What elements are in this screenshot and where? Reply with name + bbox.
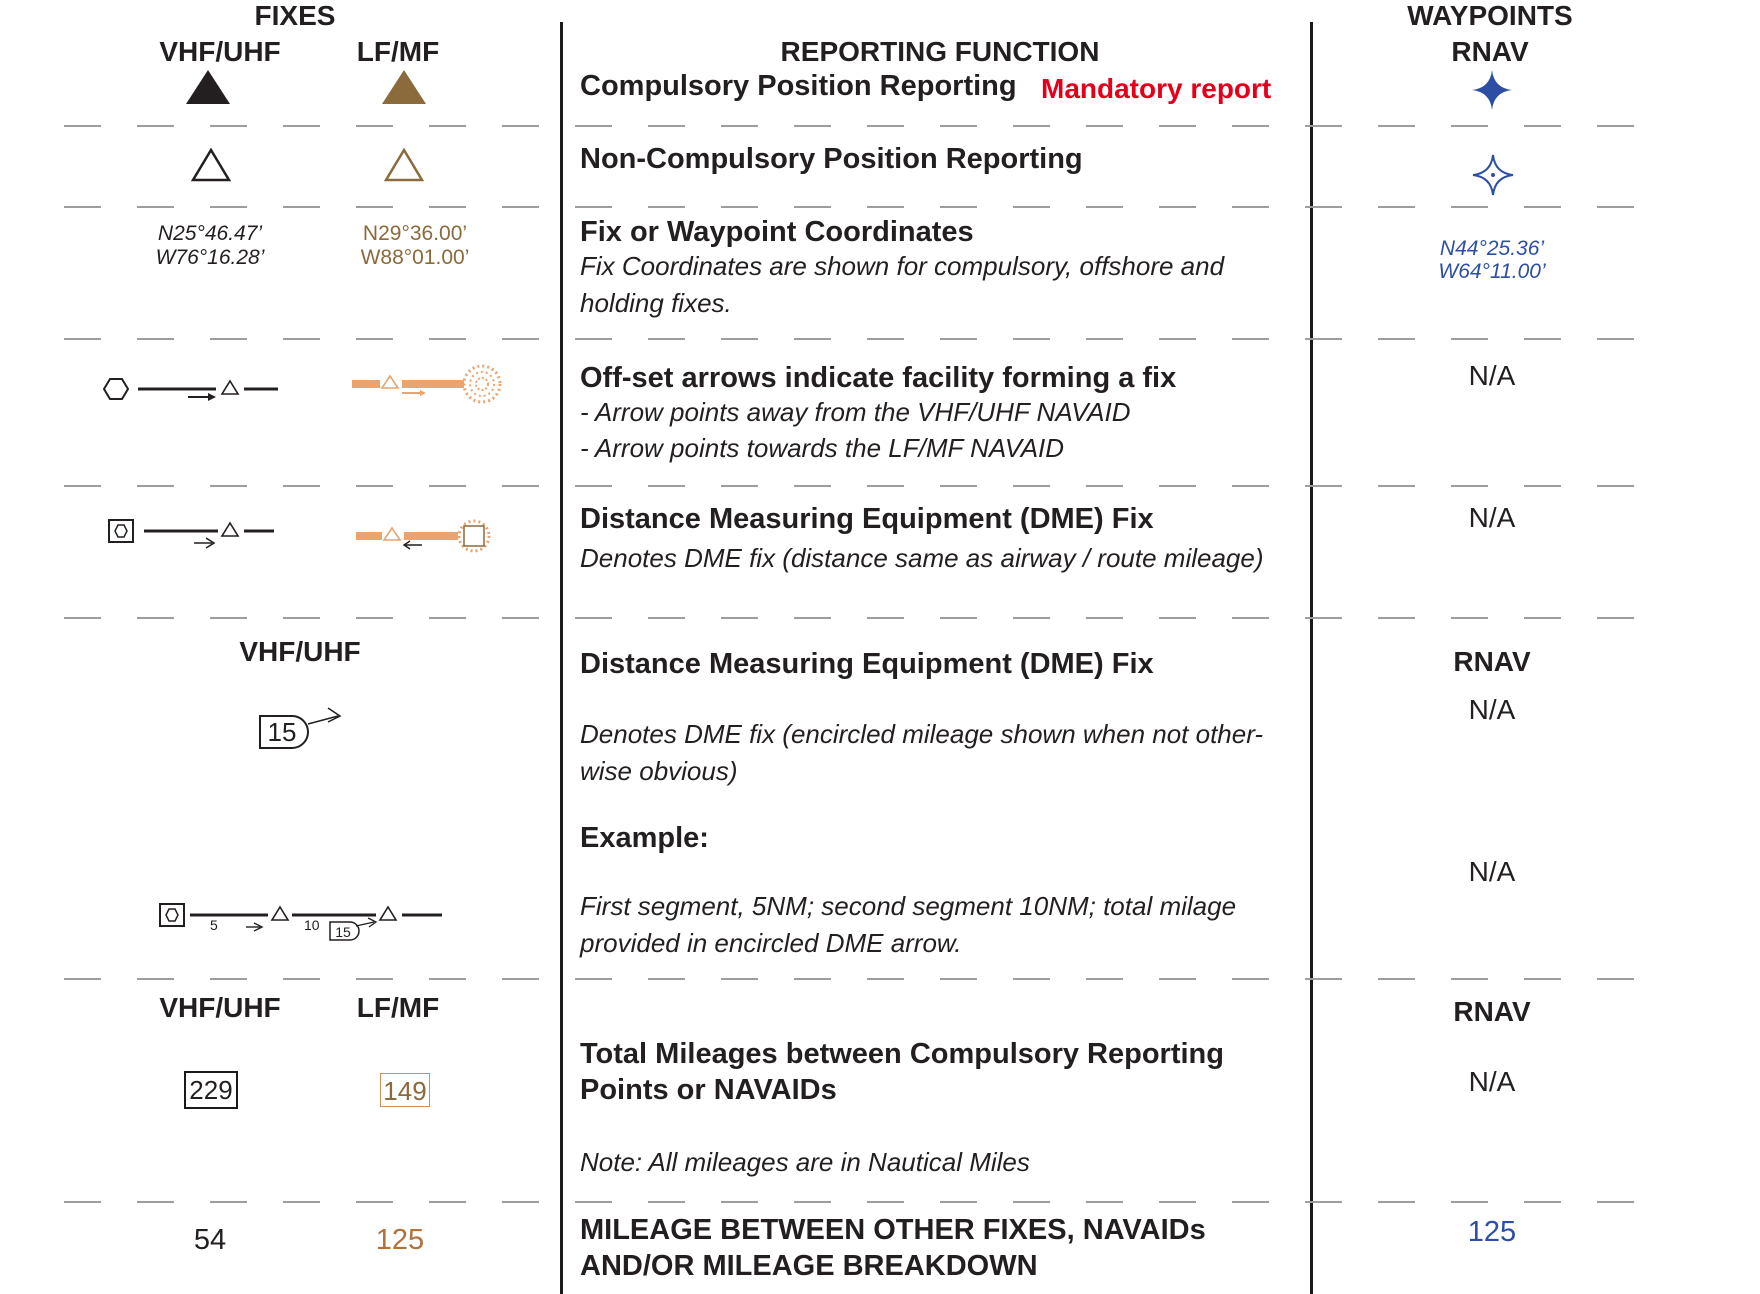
- dme-rnav-header: RNAV: [1453, 646, 1531, 677]
- total-vhf-uhf-header: VHF/UHF: [159, 992, 281, 1023]
- total-mileage-note: Note: All mileages are in Nautical Miles: [580, 1147, 1030, 1177]
- coordinates-description: Fix Coordinates are shown for compulsory, offshore and holding fixes.: [580, 251, 1225, 318]
- column-divider-right: [1310, 22, 1313, 1294]
- offset-line-2: - Arrow points towards the LF/MF NAVAID: [580, 433, 1065, 463]
- vhf-total-mileage-box: 229: [184, 1071, 238, 1109]
- example-label: Example:: [580, 822, 709, 854]
- row-separator: [64, 1201, 1634, 1203]
- vhf-longitude: W76°16.28’: [155, 246, 265, 269]
- total-rnav-na: N/A: [1468, 1066, 1516, 1097]
- example-segment-total: 15: [335, 924, 351, 940]
- waypoints-header: WAYPOINTS: [1407, 0, 1573, 31]
- vhf-dme-fix-symbol: [106, 514, 276, 554]
- dme-encircled-title: Distance Measuring Equipment (DME) Fix: [580, 648, 1154, 680]
- vhf-uhf-header: VHF/UHF: [159, 36, 281, 67]
- total-rnav-header: RNAV: [1453, 996, 1531, 1027]
- four-point-star-icon: [1472, 70, 1512, 110]
- coordinates-title: Fix or Waypoint Coordinates: [580, 216, 974, 248]
- rnav-longitude: W64°11.00’: [1438, 260, 1546, 283]
- lfmf-latitude: N29°36.00’: [362, 222, 468, 245]
- vhf-offset-arrow-symbol: [100, 372, 280, 406]
- row-separator: [64, 617, 1634, 619]
- offset-rnav-na: N/A: [1468, 360, 1516, 391]
- dme-arrow-number: 15: [267, 717, 297, 747]
- rnav-other-mileage: 125: [1467, 1216, 1517, 1248]
- open-triangle-icon: [384, 148, 424, 182]
- lfmf-offset-arrow-symbol: [352, 364, 502, 406]
- offset-line-1: - Arrow points away from the VHF/UHF NAVAID: [580, 397, 1131, 427]
- dme-fix-title: Distance Measuring Equipment (DME) Fix: [580, 503, 1154, 535]
- row-separator: [64, 206, 1634, 208]
- lfmf-other-mileage: 125: [375, 1224, 425, 1256]
- open-triangle-icon: [191, 148, 231, 182]
- dme-rnav-na-1: N/A: [1468, 694, 1516, 725]
- fixes-header: FIXES: [254, 0, 336, 31]
- filled-triangle-icon: [186, 70, 230, 106]
- non-compulsory-title: Non-Compulsory Position Reporting: [580, 143, 1083, 175]
- lfmf-dme-fix-symbol: [356, 514, 496, 554]
- rnav-latitude: N44°25.36’: [1439, 237, 1545, 260]
- dme-fix-rnav-na: N/A: [1468, 502, 1516, 533]
- dme-example-symbol: [158, 898, 448, 946]
- lf-mf-header: LF/MF: [356, 36, 440, 67]
- reporting-function-header: REPORTING FUNCTION: [780, 36, 1100, 67]
- dme-rnav-na-2: N/A: [1468, 856, 1516, 887]
- column-divider-left: [560, 22, 563, 1294]
- total-lf-mf-header: LF/MF: [356, 992, 440, 1023]
- example-segment-2: 10: [304, 917, 320, 933]
- open-star-icon: [1473, 155, 1513, 195]
- dme-fix-description: Denotes DME fix (distance same as airway / route mileage): [580, 543, 1264, 573]
- row-separator: [64, 125, 1634, 127]
- compulsory-title: Compulsory Position Reporting: [580, 70, 1017, 102]
- dme-encircled-description: Denotes DME fix (encircled mileage shown when not other-wise obvious): [580, 719, 1264, 786]
- mandatory-report-note: Mandatory report: [1041, 73, 1272, 104]
- example-segment-1: 5: [210, 917, 218, 933]
- rnav-header: RNAV: [1451, 36, 1529, 67]
- vhf-other-mileage: 54: [193, 1224, 227, 1256]
- lfmf-total-mileage-box: 149: [380, 1073, 430, 1107]
- row-separator: [64, 338, 1634, 340]
- vhf-latitude: N25°46.47’: [157, 222, 263, 245]
- filled-triangle-icon: [382, 70, 426, 106]
- row-separator: [64, 485, 1634, 487]
- row-separator: [64, 978, 1634, 980]
- lfmf-longitude: W88°01.00’: [360, 246, 470, 269]
- example-description: First segment, 5NM; second segment 10NM; total milage provided in encircled DME arrow.: [580, 891, 1237, 958]
- total-mileage-title: Total Mileages between Compulsory Reporting Points or NAVAIDs: [580, 1038, 1224, 1106]
- dme-vhf-uhf-header: VHF/UHF: [239, 636, 361, 667]
- other-mileage-title: MILEAGE BETWEEN OTHER FIXES, NAVAIDs AND/OR MILEAGE BREAKDOWN: [580, 1214, 1206, 1282]
- offset-title: Off-set arrows indicate facility forming a fix: [580, 362, 1177, 394]
